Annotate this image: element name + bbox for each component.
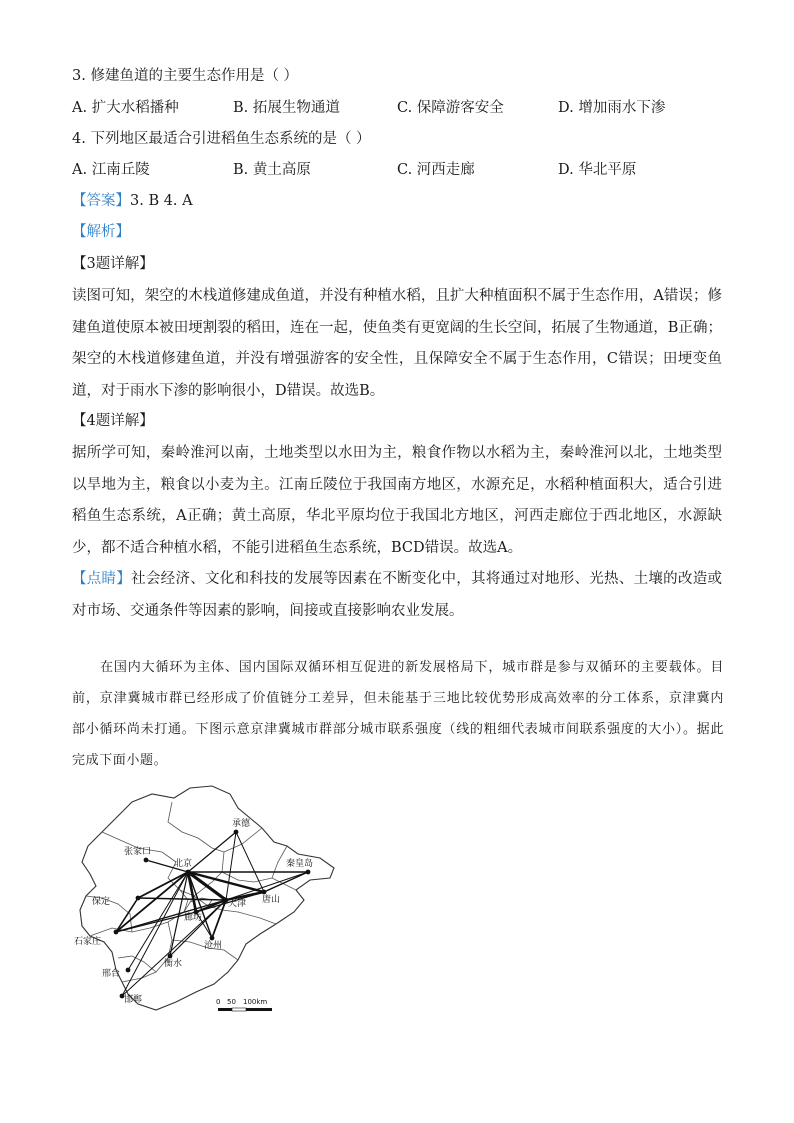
city-label-qinhuangdao: 秦皇岛 bbox=[286, 859, 314, 869]
question-4-option-d: D. 华北平原 bbox=[558, 162, 637, 178]
scale-tick-100km: 100km bbox=[243, 998, 268, 1006]
city-label-xingtai: 邢台 bbox=[102, 969, 121, 979]
question-4-option-a: A. 江南丘陵 bbox=[72, 162, 150, 178]
comment-paragraph bbox=[72, 564, 722, 627]
question-4-stem: 4. 下列地区最适合引进稻鱼生态系统的是（ ） bbox=[72, 131, 371, 147]
city-label-shijiazhuang: 石家庄 bbox=[74, 937, 102, 947]
city-label-langfang: 廊坊 bbox=[184, 913, 203, 923]
city-label-tianjin: 天津 bbox=[228, 899, 247, 909]
question-3-option-c: C. 保障游客安全 bbox=[397, 100, 504, 116]
city-dot-beijing bbox=[186, 870, 191, 875]
city-dot-baoding bbox=[136, 896, 141, 901]
scale-tick-50: 50 bbox=[227, 998, 236, 1006]
analysis-label: 【解析】 bbox=[72, 224, 130, 240]
jingjinji-city-link-map bbox=[72, 782, 342, 1027]
comment-text: 社会经济、文化和科技的发展等因素在不断变化中，其将通过对地形、光热、土壤的改造或对市场、交通条件等因素的影响，间接或直接影响农业发展。 bbox=[72, 571, 723, 619]
city-label-handan: 邯郸 bbox=[124, 995, 143, 1005]
city-label-tangshan: 唐山 bbox=[262, 895, 281, 905]
q3-detail-label: 【3题详解】 bbox=[72, 256, 154, 272]
city-label-chengde: 承德 bbox=[232, 819, 251, 829]
city-dot-tangshan bbox=[262, 890, 267, 895]
city-label-beijing: 北京 bbox=[174, 859, 193, 869]
answer-line bbox=[72, 191, 193, 211]
answer-label: 【答案】 bbox=[72, 193, 130, 209]
question-3-stem: 3. 修建鱼道的主要生态作用是（ ） bbox=[72, 68, 299, 84]
city-dot-xingtai bbox=[126, 968, 131, 973]
scale-tick-0: 0 bbox=[216, 998, 221, 1006]
q3-detail-text: 读图可知，架空的木栈道修建成鱼道，并没有种植水稻，且扩大种植面积不属于生态作用，A错误；修建鱼道使原本被田埂割裂的稻田，连在一起，使鱼类有更宽阔的生长空间，拓展了生物通道，B正确；架空的木栈道修建鱼道，并没有增强游客的安全性，且保障安全不属于生态作用，C错误；田埂变鱼道，对于雨水下渗的影响很小，D错误。故选B。 bbox=[72, 288, 722, 399]
q4-detail-text: 据所学可知，秦岭淮河以南，土地类型以水田为主，粮食作物以水稻为主，秦岭淮河以北，土地类型以旱地为主，粮食以小麦为主。江南丘陵位于我国南方地区，水源充足，水稻种植面积大，适合引进稻鱼生态系统，A正确；黄土高原，华北平原均位于我国北方地区，河西走廊位于西北地区，水源缺少，都不适合种植水稻，不能引进稻鱼生态系统，BCD错误。故选A。 bbox=[72, 445, 722, 556]
question-4-option-b: B. 黄土高原 bbox=[233, 162, 311, 178]
question-4-option-c: C. 河西走廊 bbox=[397, 162, 475, 178]
city-dot-shijiazhuang bbox=[114, 930, 119, 935]
city-label-hengshui: 衡水 bbox=[164, 959, 183, 969]
city-dot-chengde bbox=[234, 830, 239, 835]
passage-text: 在国内大循环为主体、国内国际双循环相互促进的新发展格局下，城市群是参与双循环的主要载体。目前，京津冀城市群已经形成了价值链分工差异，但未能基于三地比较优势形成高效率的分工体系，京津冀内部小循环尚未打通。下图示意京津冀城市群部分城市联系强度（线的粗细代表城市间联系强度的大小）。据此完成下面小题。 bbox=[72, 660, 724, 768]
question-3-option-a: A. 扩大水稻播种 bbox=[72, 100, 179, 116]
city-dot-cangzhou bbox=[210, 936, 215, 941]
city-dot-hengshui bbox=[168, 954, 173, 959]
q4-detail-label: 【4题详解】 bbox=[72, 413, 154, 429]
question-3-option-b: B. 拓展生物通道 bbox=[233, 100, 340, 116]
city-dot-qinhuangdao bbox=[306, 870, 311, 875]
city-label-baoding: 保定 bbox=[92, 897, 111, 907]
answer-text: 3. B 4. A bbox=[130, 193, 193, 209]
city-label-cangzhou: 沧州 bbox=[204, 941, 223, 951]
city-dot-zhangjiakou bbox=[144, 858, 149, 863]
city-label-zhangjiakou: 张家口 bbox=[124, 847, 152, 857]
question-3-option-d: D. 增加雨水下渗 bbox=[558, 100, 666, 116]
scale-bar bbox=[216, 998, 272, 1011]
comment-label: 【点睛】 bbox=[72, 571, 132, 587]
